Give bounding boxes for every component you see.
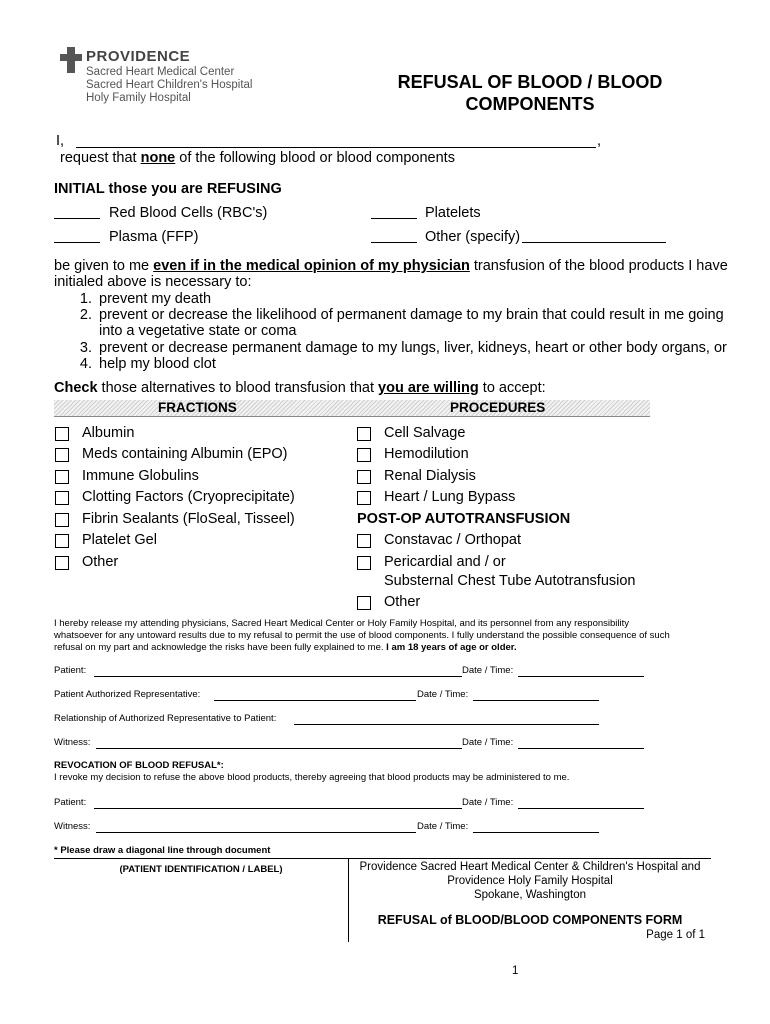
postop-other-checkbox[interactable] [357, 596, 371, 610]
i-label: I, [56, 133, 65, 149]
procedure-hemodilution: Hemodilution [384, 446, 469, 462]
age-statement: I am 18 years of age or older. [386, 642, 517, 653]
footer-org-line-1: Providence Sacred Heart Medical Center & Children's Hospital and [359, 861, 701, 873]
renal-dialysis-checkbox[interactable] [357, 470, 371, 484]
willing-emphasis: you are willing [378, 380, 479, 396]
rep-signature-field[interactable] [214, 688, 416, 701]
providence-cross-logo-icon [60, 47, 82, 73]
fibrin-sealants-checkbox[interactable] [55, 513, 69, 527]
reason-text-2: prevent or decrease the likelihood of permanent damage to my brain that could result in me going [99, 307, 724, 323]
reason-number-3: 3. [79, 340, 92, 356]
platelets-label: Platelets [425, 205, 481, 221]
physician-opinion-emphasis: even if in the medical opinion of my physician [153, 258, 470, 274]
fractions-header: FRACTIONS [158, 400, 237, 415]
witness-date-label: Date / Time: [462, 737, 514, 748]
fraction-epo: Meds containing Albumin (EPO) [82, 446, 288, 462]
rbc-initial-field[interactable] [54, 206, 100, 219]
witness-label: Witness: [54, 737, 91, 748]
platelets-initial-field[interactable] [371, 206, 417, 219]
witness-date-field[interactable] [518, 736, 644, 749]
heart-lung-bypass-checkbox[interactable] [357, 491, 371, 505]
reason-text-1: prevent my death [99, 291, 212, 307]
witness-signature-field[interactable] [96, 736, 462, 749]
reason-text-2-cont: into a vegetative state or coma [99, 323, 297, 339]
procedure-cell-salvage: Cell Salvage [384, 425, 466, 441]
revocation-witness-label: Witness: [54, 821, 91, 832]
request-statement: request that none of the following blood or blood components [60, 150, 455, 166]
revocation-patient-label: Patient: [54, 797, 87, 808]
reason-text-4: help my blood clot [99, 356, 216, 372]
revocation-patient-signature-field[interactable] [94, 796, 462, 809]
fraction-platelet-gel: Platelet Gel [82, 532, 157, 548]
reason-number-2: 2. [79, 307, 92, 323]
plasma-initial-field[interactable] [54, 230, 100, 243]
revocation-text: I revoke my decision to refuse the above blood products, thereby agreeing that blood products may be administered to me. [54, 772, 570, 783]
revocation-witness-date-label: Date / Time: [417, 821, 469, 832]
given-statement-line-2: initialed above is necessary to: [54, 274, 252, 290]
postop-other: Other [384, 594, 421, 610]
footer-divider [54, 858, 711, 859]
release-line-2: whatsoever for any untoward results due to my refusal to permit the use of blood components. I fully understand the possible consequence of such [54, 630, 670, 641]
logo-name: PROVIDENCE [86, 48, 191, 65]
cell-salvage-checkbox[interactable] [357, 427, 371, 441]
platelet-gel-checkbox[interactable] [55, 534, 69, 548]
procedures-header: PROCEDURES [450, 400, 546, 415]
fraction-other: Other [82, 554, 119, 570]
hemodilution-checkbox[interactable] [357, 448, 371, 462]
fraction-fibrin-sealants: Fibrin Sealants (FloSeal, Tisseel) [82, 511, 295, 527]
check-statement: Check those alternatives to blood transfusion that you are willing to accept: [54, 380, 546, 396]
logo-line-1: Sacred Heart Medical Center [86, 66, 235, 78]
patient-id-label-area: (PATIENT IDENTIFICATION / LABEL) [119, 864, 283, 875]
reason-text-3: prevent or decrease permanent damage to my lungs, liver, kidneys, heart or other body organs, or [99, 340, 727, 356]
postop-pericardial: Pericardial and / or [384, 554, 506, 570]
postop-heading: POST-OP AUTOTRANSFUSION [357, 511, 571, 527]
rbc-label: Red Blood Cells (RBC's) [109, 205, 268, 221]
clotting-factors-checkbox[interactable] [55, 491, 69, 505]
footer-form-title: REFUSAL of BLOOD/BLOOD COMPONENTS FORM [377, 913, 683, 927]
plasma-label: Plasma (FFP) [109, 229, 199, 245]
fraction-clotting-factors: Clotting Factors (Cryoprecipitate) [82, 489, 295, 505]
patient-signature-field[interactable] [94, 664, 462, 677]
procedure-renal-dialysis: Renal Dialysis [384, 468, 476, 484]
reason-number-1: 1. [79, 291, 92, 307]
fraction-albumin: Albumin [82, 425, 135, 441]
other-initial-field[interactable] [371, 230, 417, 243]
footer-city: Spokane, Washington [473, 889, 587, 901]
revocation-witness-date-field[interactable] [473, 820, 599, 833]
diagonal-line-note: * Please draw a diagonal line through document [54, 845, 271, 856]
release-line-3: refusal on my part and acknowledge the risks have been fully explained to me. I am 18 years of age or older. [54, 642, 517, 653]
epo-checkbox[interactable] [55, 448, 69, 462]
relationship-field[interactable] [294, 712, 599, 725]
patient-label: Patient: [54, 665, 87, 676]
footer-page-count: Page 1 of 1 [646, 929, 705, 941]
procedure-heart-lung-bypass: Heart / Lung Bypass [384, 489, 516, 505]
patient-date-label: Date / Time: [462, 665, 514, 676]
fraction-immune-globulins: Immune Globulins [82, 468, 199, 484]
reason-number-4: 4. [79, 356, 92, 372]
rep-label: Patient Authorized Representative: [54, 689, 201, 700]
form-title-line-1: REFUSAL OF BLOOD / BLOOD [397, 72, 663, 92]
revocation-patient-date-field[interactable] [518, 796, 644, 809]
constavac-checkbox[interactable] [357, 534, 371, 548]
rep-date-label: Date / Time: [417, 689, 469, 700]
other-specify-field[interactable] [522, 230, 666, 243]
none-emphasis: none [140, 150, 176, 166]
logo-line-2: Sacred Heart Children's Hospital [86, 79, 253, 91]
patient-date-field[interactable] [518, 664, 644, 677]
patient-name-field[interactable] [76, 134, 596, 148]
other-specify-label: Other (specify) [425, 229, 521, 245]
initial-heading: INITIAL those you are REFUSING [54, 181, 282, 197]
given-statement: be given to me even if in the medical opinion of my physician transfusion of the blood products I have [54, 258, 728, 274]
revocation-patient-date-label: Date / Time: [462, 797, 514, 808]
immune-globulins-checkbox[interactable] [55, 470, 69, 484]
comma: , [597, 133, 602, 149]
albumin-checkbox[interactable] [55, 427, 69, 441]
relationship-label: Relationship of Authorized Representative to Patient: [54, 713, 277, 724]
footer-org-line-2: Providence Holy Family Hospital [447, 875, 613, 887]
page-number: 1 [512, 965, 519, 977]
logo-line-3: Holy Family Hospital [86, 92, 191, 104]
postop-substernal: Substernal Chest Tube Autotransfusion [384, 573, 636, 589]
alternatives-header-bar [54, 400, 650, 417]
rep-date-field[interactable] [473, 688, 599, 701]
pericardial-checkbox[interactable] [357, 556, 371, 570]
form-title-line-2: COMPONENTS [465, 94, 595, 114]
fraction-other-checkbox[interactable] [55, 556, 69, 570]
revocation-witness-signature-field[interactable] [96, 820, 416, 833]
postop-constavac: Constavac / Orthopat [384, 532, 522, 548]
revocation-heading: REVOCATION OF BLOOD REFUSAL*: [54, 760, 224, 771]
release-line-1: I hereby release my attending physicians, Sacred Heart Medical Center or Holy Family Hospital, and its personnel from any responsibility [54, 618, 630, 629]
